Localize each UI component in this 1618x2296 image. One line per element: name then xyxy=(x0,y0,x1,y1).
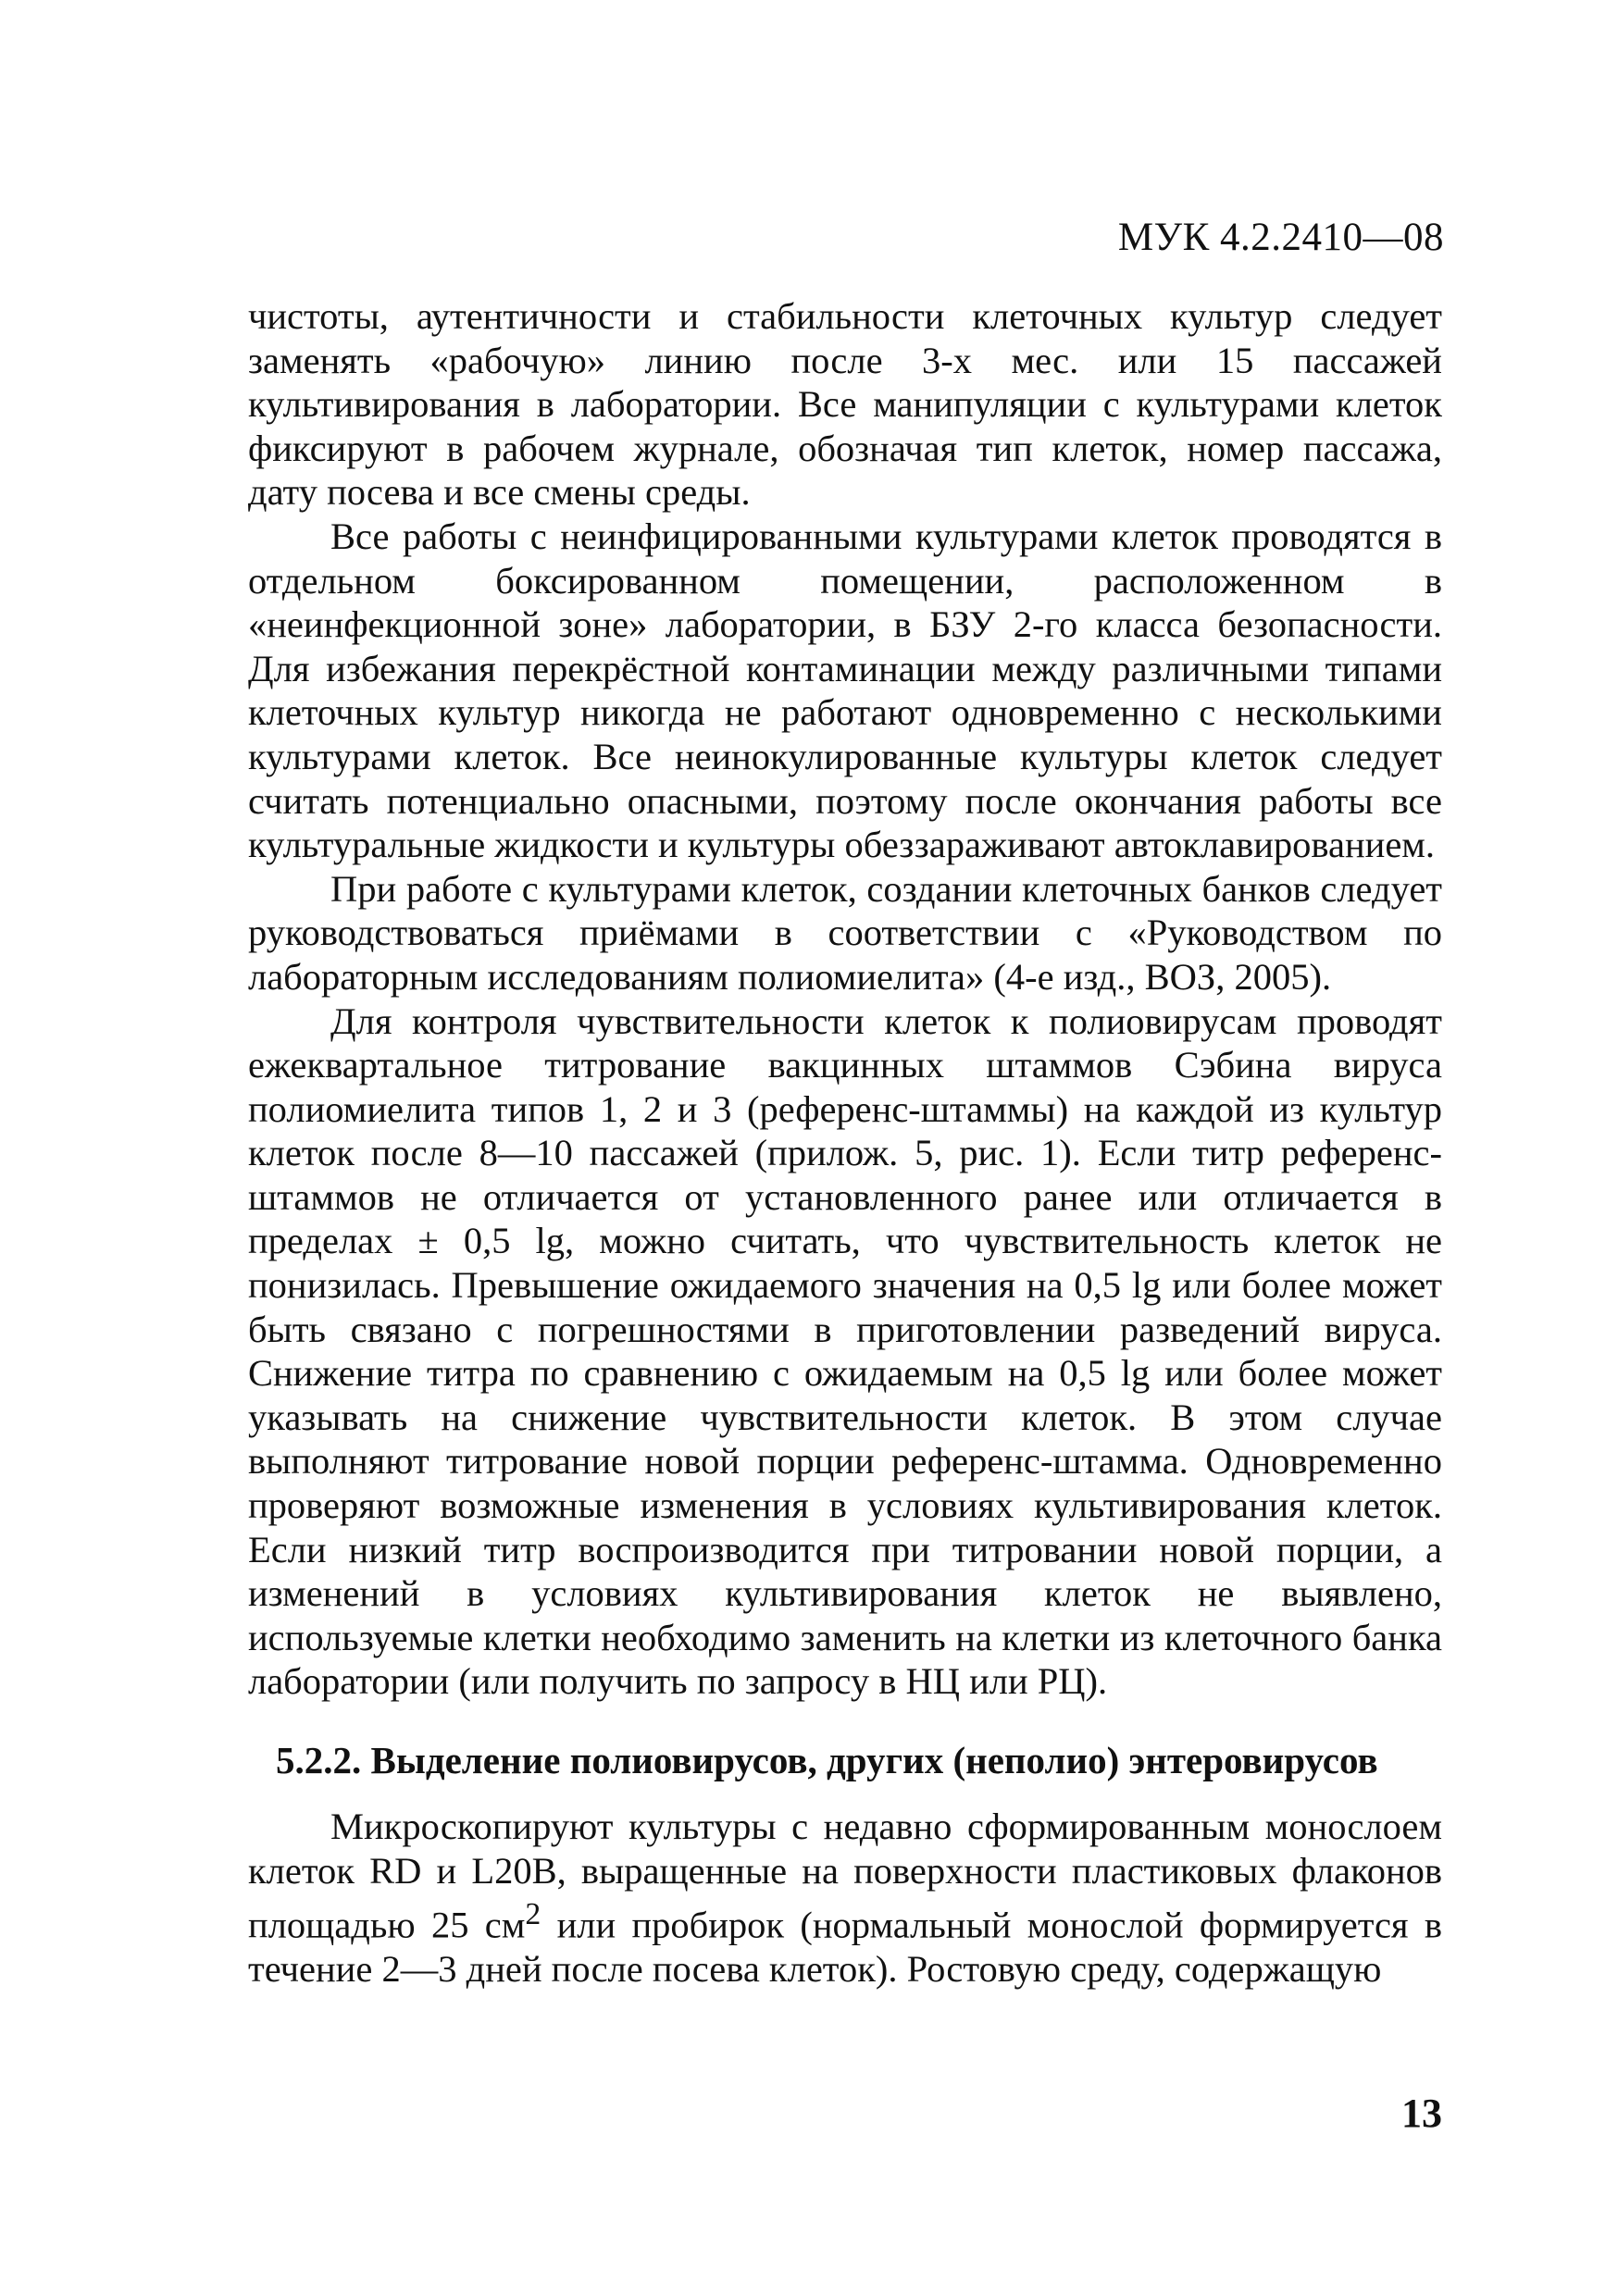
page-number: 13 xyxy=(1401,2091,1442,2136)
document-code-header: МУК 4.2.2410—08 xyxy=(1117,216,1444,259)
paragraph: Все работы с неинфицированными культурами клеток проводятся в отдельном боксированном помещении, расположенном в «неинфекционной зоне» лаборатории, в БЗУ 2-го класса безопасности. Для избежания перекрёстной контаминации между различными типами клеточных культур никогда не работают одновременно с несколькими культурами клеток. Все неинокулированные культуры клеток следует считать потенциально опасными, поэтому после окончания работы все культуральные жидкости и культуры обеззараживают автоклавированием. xyxy=(248,515,1442,866)
section-body xyxy=(248,1805,1442,1992)
superscript: 2 xyxy=(525,1897,541,1932)
paragraph: При работе с культурами клеток, создании клеточных банков следует руководствоваться приёмами в соответствии с «Руководством по лабораторным исследованиям полиомиелита» (4-е изд., ВОЗ, 2005). xyxy=(248,867,1442,998)
paragraph-text-end: или пробирок (нормальный монослой формируется в течение 2—3 дней после посева клеток). Ростовую среду, содержащую xyxy=(248,1904,1443,1991)
paragraph-continued: чистоты, аутентичности и стабильности клеточных культур следует заменять «рабочую» линию после 3-х мес. или 15 пассажей культивирования в лаборатории. Все манипуляции с культурами клеток фиксируют в рабочем журнале, обозначая тип клеток, номер пассажа, дату посева и все смены среды. xyxy=(248,295,1442,514)
section-heading: 5.2.2. Выделение полиовирусов, других (неполио) энтеровирусов xyxy=(276,1739,1378,1781)
paragraph: Для контроля чувствительности клеток к полиовирусам проводят ежеквартальное титрование вакцинных штаммов Сэбина вируса полиомиелита типов 1, 2 и 3 (референс-штаммы) на каждой из культур клеток после 8—10 пассажей (прилож. 5, рис. 1). Если титр референс-штаммов не отличается от установленного ранее или отличается в пределах ± 0,5 lg, можно считать, что чувствительность клеток не понизилась. Превышение ожидаемого значения на 0,5 lg или более может быть связано с погрешностями в приготовлении разведений вируса. Снижение титра по сравнению с ожидаемым на 0,5 lg или более может указывать на снижение чувствительности клеток. В этом случае выполняют титрование новой порции референс-штамма. Одновременно проверяют возможные изменения в условиях культивирования клеток. Если низкий титр воспроизводится при титровании новой порции, а изменений в условиях культивирования клеток не выявлено, используемые клетки необходимо заменить на клетки из клеточного банка лаборатории (или получить по запросу в НЦ или РЦ). xyxy=(248,999,1442,1703)
paragraph-text-start: Микроскопируют культуры с недавно сформированным монослоем клеток RD и L20B, выращенные на поверхности пластиковых флаконов площадью 25 см xyxy=(248,1806,1442,1946)
paragraph xyxy=(248,1805,1442,1992)
body-text xyxy=(248,294,1442,1704)
